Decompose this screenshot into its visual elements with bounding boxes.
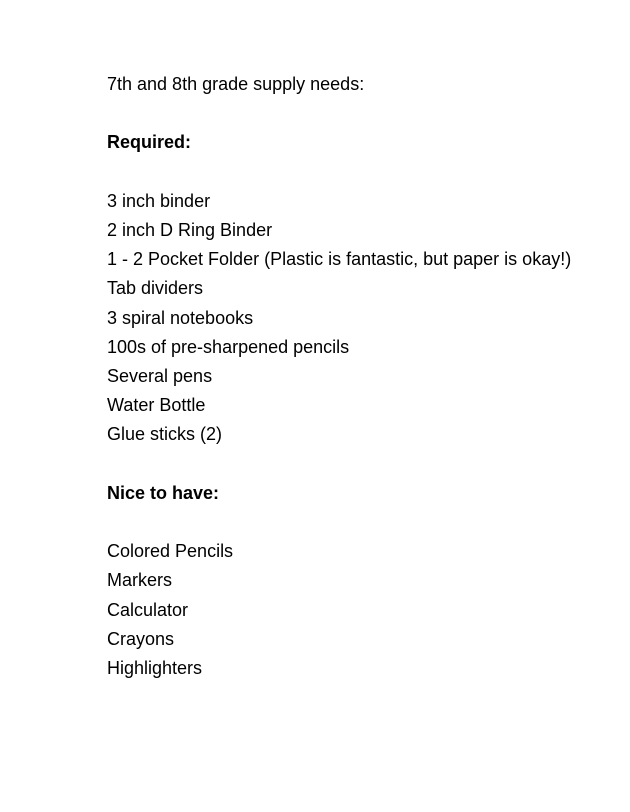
nice-to-have-item: Markers [107, 570, 173, 591]
required-item: Tab dividers [107, 278, 204, 299]
required-item: 1 - 2 Pocket Folder (Plastic is fantastic, but paper is okay!) [107, 249, 572, 270]
required-item: 3 inch binder [107, 190, 211, 211]
nice-to-have-heading: Nice to have: [107, 482, 220, 503]
required-item: 100s of pre-sharpened pencils [107, 336, 350, 357]
required-item: 3 spiral notebooks [107, 307, 254, 328]
nice-to-have-item: Colored Pencils [107, 541, 234, 562]
nice-to-have-list [107, 537, 617, 683]
required-list [107, 187, 617, 450]
nice-to-have-item: Calculator [107, 599, 189, 620]
spacer [107, 158, 617, 187]
intro-text: 7th and 8th grade supply needs: [107, 74, 365, 94]
required-item: Water Bottle [107, 395, 206, 416]
nice-to-have-item: Highlighters [107, 658, 203, 678]
spacer [107, 99, 617, 128]
required-item: Glue sticks (2) [107, 424, 223, 445]
nice-to-have-item: Crayons [107, 628, 175, 649]
spacer [107, 508, 617, 537]
required-heading: Required: [107, 132, 192, 153]
spacer [107, 450, 617, 479]
required-item: Several pens [107, 366, 213, 386]
document-body [107, 70, 617, 683]
required-item: 2 inch D Ring Binder [107, 219, 273, 240]
